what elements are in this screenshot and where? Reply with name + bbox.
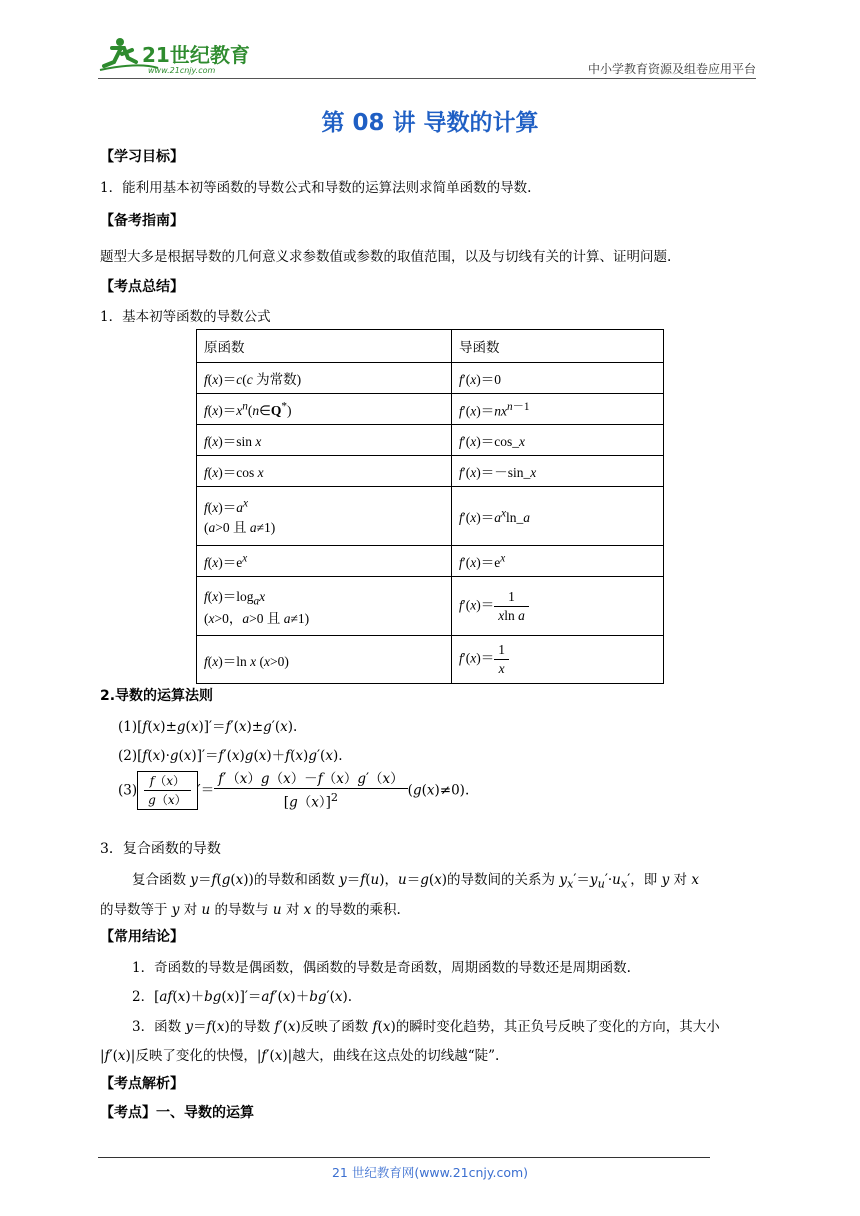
topic-label: 【考点】一、导数的运算: [100, 1105, 254, 1121]
goal-heading: 【学习目标】: [100, 149, 184, 165]
table-row: $f(x)=a^x$ (a>0 且 a≠1) $f'(x)=a^x\ln\_a$: [197, 487, 664, 546]
conclusion-1: 1．奇函数的导数是偶函数，偶函数的导数是奇函数，周期函数的导数还是周期函数.: [132, 960, 631, 976]
table-row: f(x)＝c(c 为常数) f′(x)＝0: [197, 363, 664, 394]
footer-link[interactable]: 21 世纪教育网(www.21cnjy.com): [331, 1165, 529, 1180]
conclusion-2: 2．[af(x)＋bg(x)]′＝af′(x)＋bg′(x).: [132, 989, 353, 1005]
table-header: 导函数: [452, 330, 664, 363]
guide-heading: 【备考指南】: [100, 213, 184, 229]
goal-item: 1．能利用基本初等函数的导数公式和导数的运算法则求简单函数的导数.: [100, 180, 532, 196]
table-row: $f(x)=e^x$ $f'(x)=e^x$: [197, 546, 664, 577]
header-divider: [98, 78, 756, 79]
summary-heading: 【考点总结】: [100, 279, 184, 295]
table-row: f(x)＝cos x f′(x)＝－sin_x: [197, 456, 664, 487]
logo-main-text: 21世纪教育: [142, 43, 250, 67]
table-row: $f(x)=x^n(n\in Q^*)$ $f'(x)=nx^{n-1}$: [197, 394, 664, 425]
logo-sub-text: www.21cnjy.com: [148, 66, 216, 75]
page-title: 第 08 讲 导数的计算: [321, 110, 539, 136]
rules-title: 2.导数的运算法则: [100, 688, 214, 704]
table-header: 原函数: [197, 330, 452, 363]
logo: [98, 36, 258, 76]
derivative-formula-table: [196, 329, 664, 684]
table-row: $f(x)=\log_ax$ (x>0，a>0 且 a≠1) f′(x)＝ $\frac{1}{\text{xln a}}$: [197, 577, 664, 636]
common-heading: 【常用结论】: [100, 929, 184, 945]
footer-divider: [98, 1157, 710, 1158]
composite-text-1: 复合函数 y＝f(g(x))的导数和函数 y＝f(u)，u＝g(x)的导数间的关系为 $y_x'=y_u'\cdot u_x'$，即 y 对 x: [132, 872, 699, 891]
analysis-heading: 【考点解析】: [100, 1076, 184, 1092]
basic-formula-title: 1．基本初等函数的导数公式: [100, 309, 271, 325]
table-row: f(x)＝sin x f′(x)＝cos_x: [197, 425, 664, 456]
rule-sum: (1)[f(x)±g(x)]′＝f′(x)±g′(x).: [118, 719, 298, 735]
composite-title: 3．复合函数的导数: [100, 841, 221, 857]
composite-text-2: 的导数等于 y 对 u 的导数与 u 对 x 的导数的乘积.: [100, 902, 401, 918]
rule-product: (2)[f(x)·g(x)]′＝f′(x)g(x)＋f(x)g′(x).: [118, 748, 343, 764]
rule-quotient: (3) $\frac{f(x)}{g(x)}$ ′＝ $\frac{f'(x)g(x)-f(x)g'(x)}{[g(x)]^2}$ (g(x)≠0).: [118, 771, 470, 811]
header-platform-text: 中小学教育资源及组卷应用平台: [587, 62, 756, 76]
conclusion-3-line1: 3．函数 y＝f(x)的导数 f′(x)反映了函数 f(x)的瞬时变化趋势，其正负号反映了变化的方向，其大小: [132, 1019, 720, 1035]
guide-text: 题型大多是根据导数的几何意义求参数值或参数的取值范围，以及与切线有关的计算、证明问题.: [100, 249, 672, 265]
table-row: f(x)＝ln x (x>0) f′(x)＝ $\frac{1}{x}$: [197, 636, 664, 684]
conclusion-3-line2: |f′(x)|反映了变化的快慢，|f′(x)|越大，曲线在这点处的切线越“陡”.: [100, 1048, 500, 1064]
